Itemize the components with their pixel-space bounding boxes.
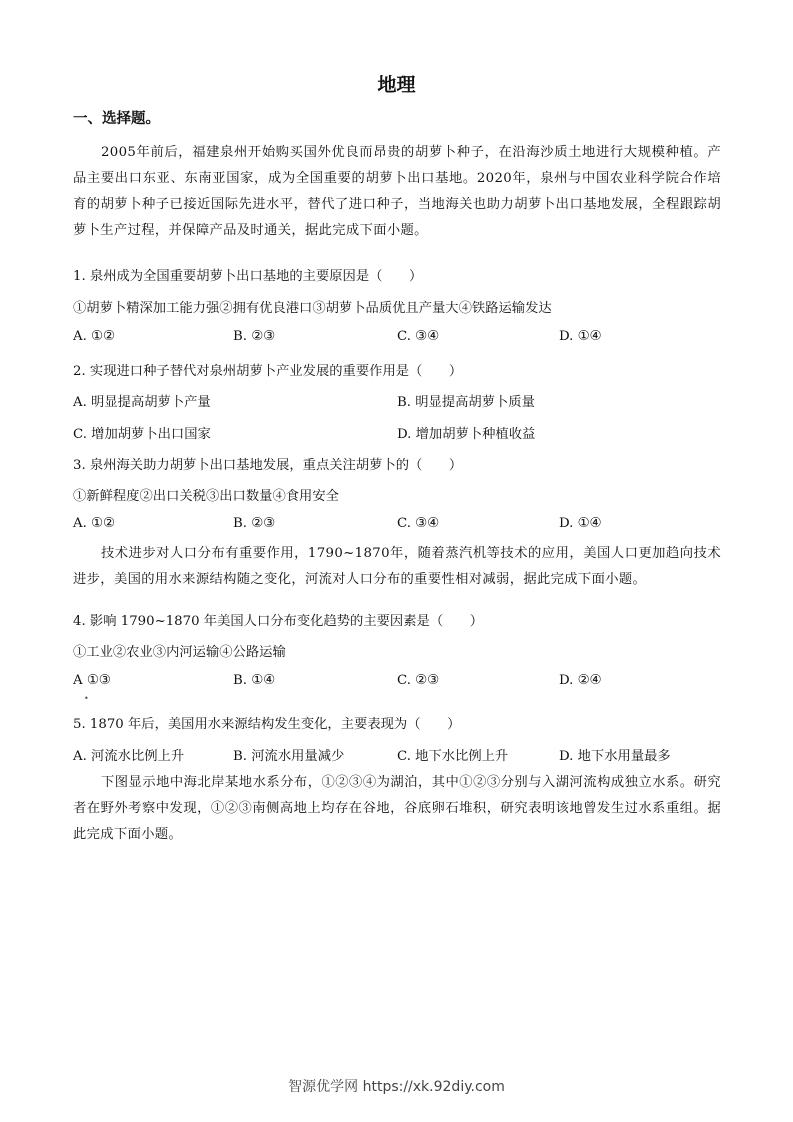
- question-4-items: ①工业②农业③内河运输④公路运输: [73, 645, 286, 660]
- question-4-option-b: B. ①④: [233, 673, 276, 688]
- question-3-option-a: A. ①②: [73, 516, 115, 531]
- question-2-option-c: C. 增加胡萝卜出口国家: [73, 427, 211, 442]
- question-4-option-a: A ①③: [73, 673, 111, 688]
- question-3-option-d: D. ①④: [559, 516, 602, 531]
- footer-watermark: 智源优学网 https://xk.92diy.com: [288, 1079, 505, 1095]
- passage-3: 下图显示地中海北岸某地水系分布，①②③④为湖泊，其中①②③分别与入湖河流构成独立水系。研究者在野外考察中发现，①②③南侧高地上均存在谷地，谷底卵石堆积，研究表明该地曾发生过水系重组。据此完成下面小题。: [73, 775, 721, 842]
- question-2-option-a: A. 明显提高胡萝卜产量: [73, 395, 211, 410]
- question-1-option-c: C. ③④: [397, 329, 439, 344]
- question-4-option-c: C. ②③: [397, 673, 439, 688]
- question-3-stem: 3. 泉州海关助力胡萝卜出口基地发展，重点关注胡萝卜的（ ）: [73, 458, 463, 473]
- question-1-option-d: D. ①④: [559, 329, 602, 344]
- question-2-option-d: D. 增加胡萝卜种植收益: [397, 427, 536, 442]
- stray-dot: •: [84, 694, 89, 703]
- question-3-option-c: C. ③④: [397, 516, 439, 531]
- question-1-option-b: B. ②③: [233, 329, 276, 344]
- page-title: 地理: [377, 74, 416, 96]
- question-5-option-c: C. 地下水比例上升: [397, 749, 509, 764]
- question-1-items: ①胡萝卜精深加工能力强②拥有优良港口③胡萝卜品质优且产量大④铁路运输发达: [73, 301, 552, 316]
- question-4-option-d: D. ②④: [559, 673, 602, 688]
- question-5-option-d: D. 地下水用量最多: [559, 749, 671, 764]
- question-1-option-a: A. ①②: [73, 329, 115, 344]
- question-5-stem: 5. 1870 年后，美国用水来源结构发生变化，主要表现为（ ）: [73, 717, 461, 732]
- passage-1: 2005年前后，福建泉州开始购买国外优良而昂贵的胡萝卜种子，在沿海沙质土地进行大规模种植。产品主要出口东亚、东南亚国家，成为全国重要的胡萝卜出口基地。2020年，泉州与中国农业科学院合作培育的胡萝卜种子已接近国际先进水平，替代了进口种子，当地海关也助力胡萝卜出口基地发展，全程跟踪胡萝卜生产过程，并保障产品及时通关，据此完成下面小题。: [73, 145, 721, 238]
- question-2-stem: 2. 实现进口种子替代对泉州胡萝卜产业发展的重要作用是（ ）: [73, 364, 463, 379]
- question-3-items: ①新鲜程度②出口关税③出口数量④食用安全: [73, 489, 339, 504]
- question-3-option-b: B. ②③: [233, 516, 276, 531]
- question-5-option-b: B. 河流水用量减少: [233, 749, 345, 764]
- section-heading: 一、选择题。: [73, 111, 160, 127]
- question-5-option-a: A. 河流水比例上升: [73, 749, 185, 764]
- question-2-option-b: B. 明显提高胡萝卜质量: [397, 395, 535, 410]
- question-1-stem: 1. 泉州成为全国重要胡萝卜出口基地的主要原因是（ ）: [73, 269, 423, 284]
- question-4-stem: 4. 影响 1790~1870 年美国人口分布变化趋势的主要因素是（ ）: [73, 614, 484, 629]
- passage-2: 技术进步对人口分布有重要作用，1790~1870年，随着蒸汽机等技术的应用，美国人口更加趋向技术进步，美国的用水来源结构随之变化，河流对人口分布的重要性相对减弱，据此完成下面小题。: [73, 546, 721, 587]
